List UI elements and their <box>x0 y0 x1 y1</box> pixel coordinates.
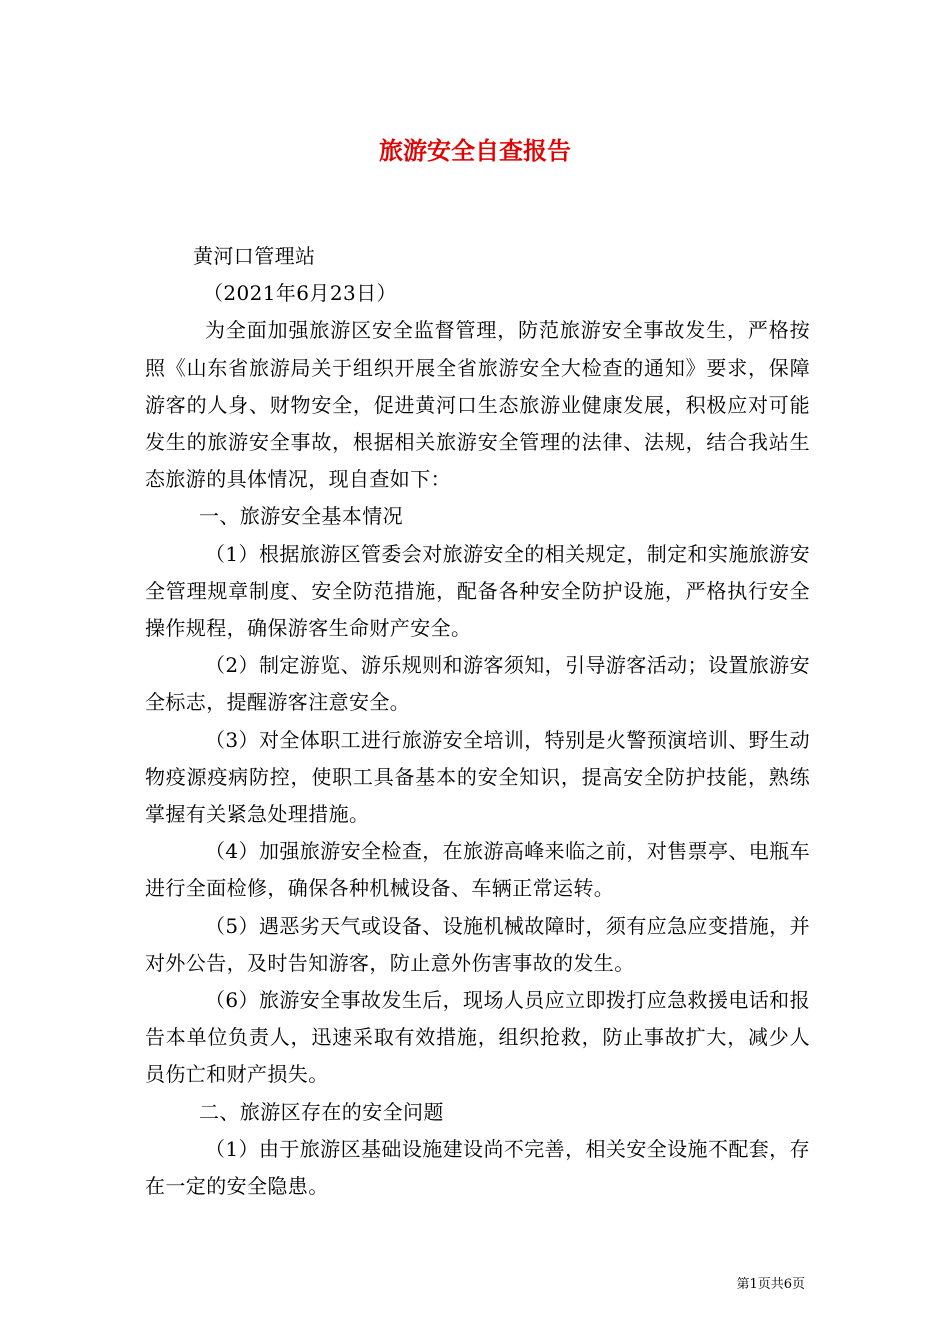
page-number: 第1页共6页 <box>736 1277 805 1292</box>
section1-item: （3）对全体职工进行旅游安全培训，特别是火警预演培训、野生动物疫源疫病防控，使职工具备基本的安全知识，提高安全防护技能，熟练掌握有关紧急处理措施。 <box>145 727 810 827</box>
section-heading-1: 一、旅游安全基本情况 <box>199 504 403 529</box>
org-name: 黄河口管理站 <box>193 244 316 268</box>
section2-item: （1）由于旅游区基础设施建设尚不完善，相关安全设施不配套，存在一定的安全隐患。 <box>145 1136 810 1199</box>
report-date: （2021年6月23日） <box>203 281 397 306</box>
document-body <box>145 238 810 1205</box>
document-title: 旅游安全自查报告 <box>379 136 571 165</box>
section1-item: （4）加强旅游安全检查，在旅游高峰来临之前，对售票亭、电瓶车进行全面检修，确保各种机械设备、车辆正常运转。 <box>145 839 810 901</box>
section-heading-2: 二、旅游区存在的安全问题 <box>199 1099 444 1124</box>
section1-item: （6）旅游安全事故发生后，现场人员应立即拨打应急救援电话和报告本单位负责人，迅速采取有效措施，组织抢救，防止事故扩大，减少人员伤亡和财产损失。 <box>145 988 810 1087</box>
intro-paragraph: 为全面加强旅游区安全监督管理，防范旅游安全事故发生，严格按照《山东省旅游局关于组织开展全省旅游安全大检查的通知》要求，保障游客的人身、财物安全，促进黄河口生态旅游业健康发展，积极应对可能发生的旅游安全事故，根据相关旅游安全管理的法律、法规，结合我站生态旅游的具体情况，现自查如下： <box>145 318 810 492</box>
section1-item: （1）根据旅游区管委会对旅游安全的相关规定，制定和实施旅游安全管理规章制度、安全防范措施，配备各种安全防护设施，严格执行安全操作规程，确保游客生命财产安全。 <box>145 541 810 641</box>
section1-item: （2）制定游览、游乐规则和游客须知，引导游客活动；设置旅游安全标志，提醒游客注意安全。 <box>145 653 810 715</box>
section1-item: （5）遇恶劣天气或设备、设施机械故障时，须有应急应变措施，并对外公告，及时告知游客，防止意外伤害事故的发生。 <box>145 913 810 975</box>
